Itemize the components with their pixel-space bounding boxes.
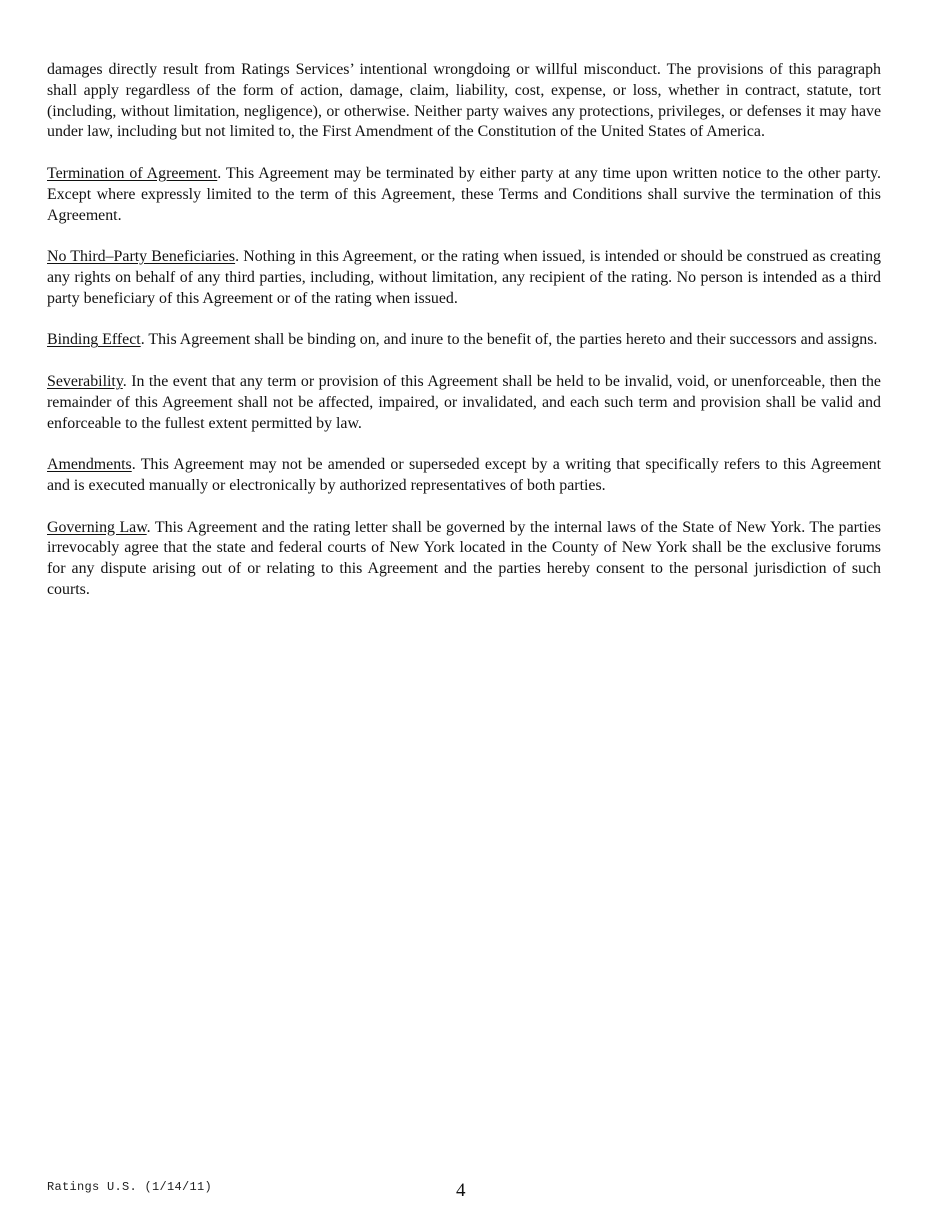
section-heading: Termination of Agreement [47, 164, 218, 182]
section-body: . This Agreement may be terminated by either party at any time upon written notice to the other party. Except where expressly limited to the term of this Agreement, these Terms and Conditions shall survive the termination of this Agreement. [47, 164, 881, 224]
section-body: . Nothing in this Agreement, or the rating when issued, is intended or should be construed as creating any rights on behalf of any third parties, including, without limitation, any recipient of the rating. No person is intended as a third party beneficiary of this Agreement or of the rating when issued. [47, 248, 881, 307]
section-heading: Governing Law [47, 518, 147, 536]
section-heading: Amendments [47, 456, 132, 474]
section-third-party-beneficiaries [47, 247, 881, 309]
continuation-paragraph: damages directly result from Ratings Services’ intentional wrongdoing or willful misconduct. The provisions of this paragraph shall apply regardless of the form of action, damage, claim, liability, cost, expense, or loss, whether in contract, statute, tort (including, without limitation, negligence), or otherwise. Neither party waives any protections, privileges, or defenses it may have under law, including but not limited to, the First Amendment of the Constitution of the United States of America. [47, 61, 881, 141]
section-body: . In the event that any term or provision of this Agreement shall be held to be invalid, void, or unenforceable, then the remainder of this Agreement shall not be affected, impaired, or invalidated, and each such term and provision shall be valid and enforceable to the fullest extent permitted by law. [47, 372, 881, 432]
document-body [47, 60, 881, 622]
section-heading: Binding Effect [47, 331, 141, 349]
footer-form-id: Ratings U.S. (1/14/11) [47, 1180, 213, 1194]
section-body: . This Agreement shall be binding on, and inure to the benefit of, the parties hereto and their successors and assigns. [140, 331, 878, 349]
section-binding-effect [47, 330, 881, 351]
section-heading: No Third–Party Beneficiaries [47, 248, 236, 266]
section-severability [47, 372, 881, 434]
section-body: . This Agreement may not be amended or superseded except by a writing that specifically refers to this Agreement and is executed manually or electronically by authorized representatives of both parties. [47, 456, 881, 494]
section-body: . This Agreement and the rating letter shall be governed by the internal laws of the State of New York. The parties irrevocably agree that the state and federal courts of New York located in the County of New York shall be the exclusive forums for any dispute arising out of or relating to this Agreement and the parties hereby consent to the personal jurisdiction of such courts. [47, 518, 881, 598]
section-heading: Severability [47, 372, 123, 390]
section-governing-law [47, 518, 881, 601]
section-amendments [47, 455, 881, 497]
page-number: 4 [456, 1180, 466, 1201]
section-termination [47, 164, 881, 226]
